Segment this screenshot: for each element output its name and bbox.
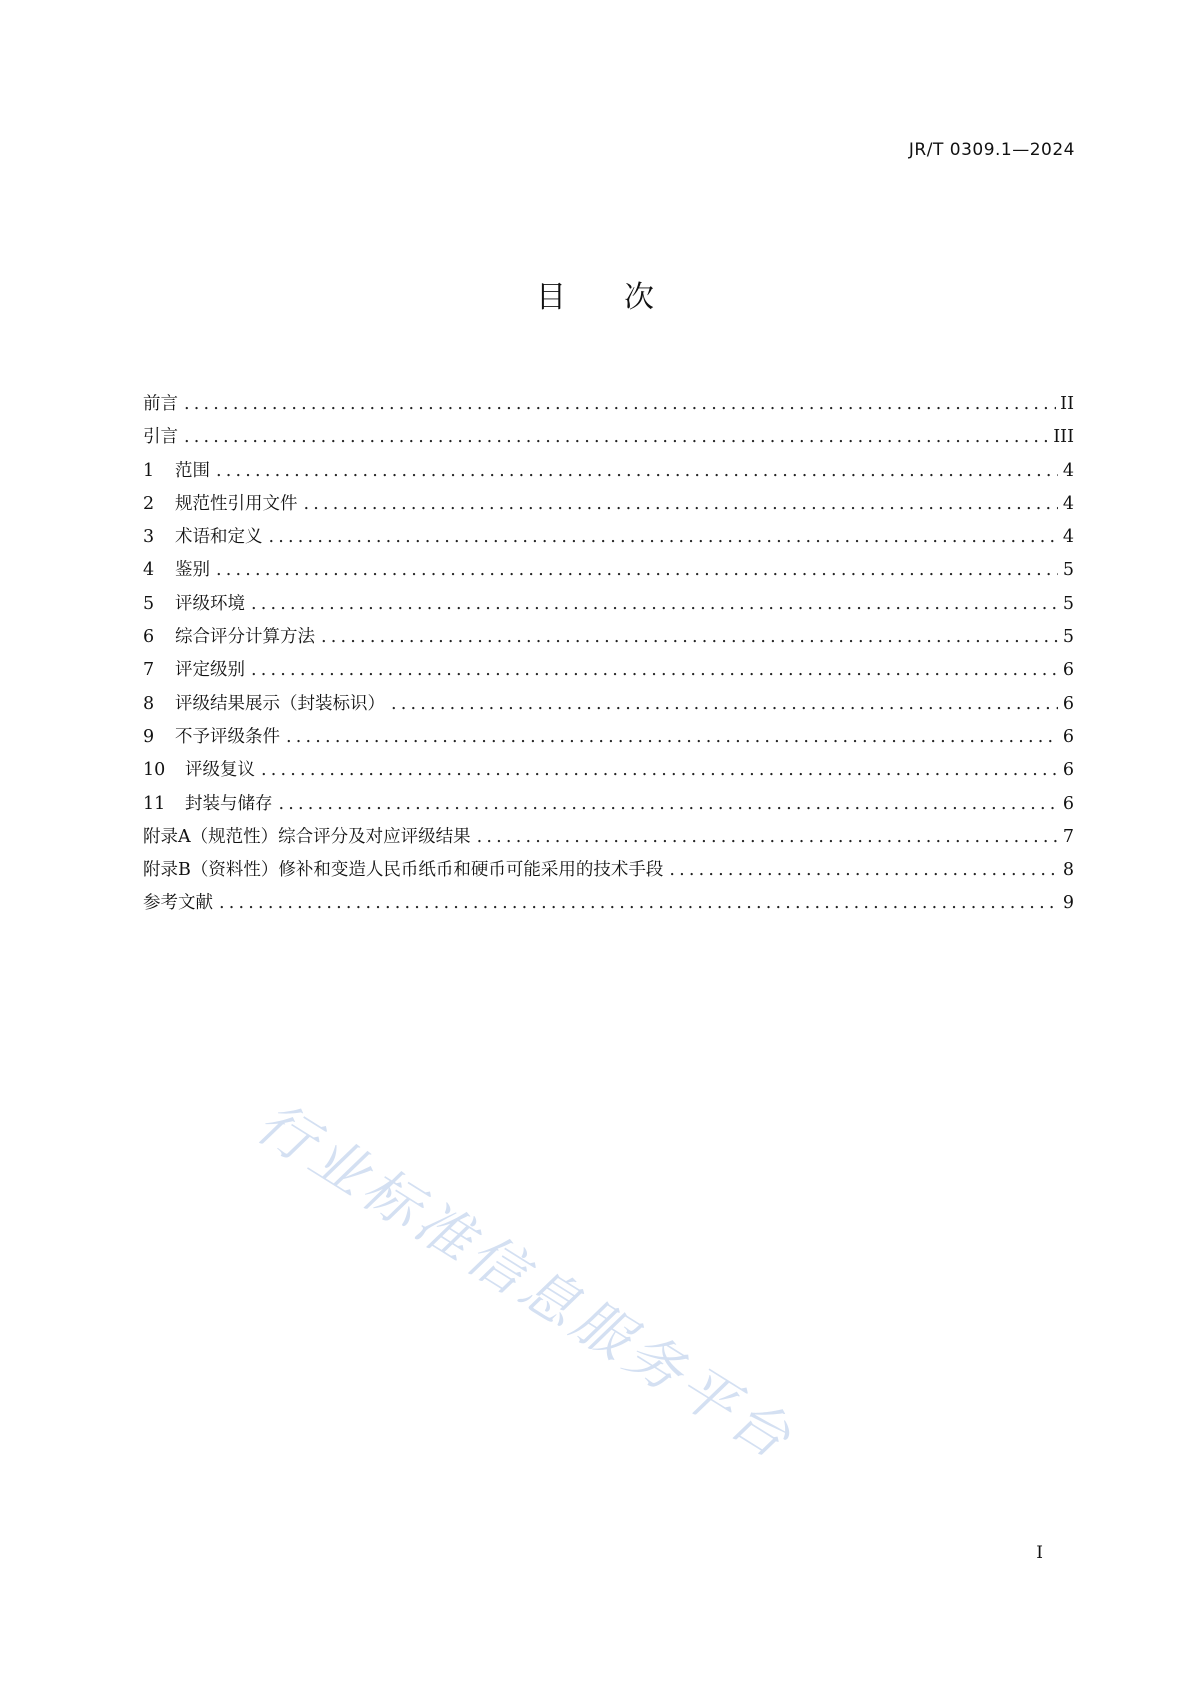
watermark: 行业标准信息服务平台 <box>245 1090 806 1474</box>
toc-entry-page: III <box>1053 427 1074 448</box>
toc-entry[interactable] <box>143 887 1074 920</box>
toc-entry-page: II <box>1060 394 1074 414</box>
toc-entry-page: 4 <box>1062 460 1074 481</box>
toc-entry-label: 鉴别 <box>175 560 210 581</box>
toc-entry-number: 9 <box>143 726 155 747</box>
toc-entry-page: 6 <box>1062 793 1074 814</box>
toc-entry-label: 评级复议 <box>185 760 255 781</box>
toc-entry-label: 前言 <box>143 394 178 414</box>
toc-entry[interactable] <box>143 788 1074 821</box>
toc-entry[interactable] <box>143 521 1074 554</box>
toc-entry-number: 8 <box>143 693 155 714</box>
toc-entry-page: 5 <box>1062 593 1074 614</box>
toc-entry-label: 附录A（规范性）综合评分及对应评级结果 <box>143 826 471 847</box>
toc-entry-page: 7 <box>1062 826 1074 847</box>
toc-entry-page: 5 <box>1062 627 1074 648</box>
toc-entry[interactable] <box>143 621 1074 654</box>
toc-leader-dots <box>219 887 1058 920</box>
toc-entry-label: 不予评级条件 <box>175 726 280 747</box>
toc-entry-number: 1 <box>143 460 155 481</box>
toc-entry[interactable] <box>143 488 1074 521</box>
toc-entry-number: 2 <box>143 493 155 514</box>
toc-entry-label: 参考文献 <box>143 893 213 914</box>
toc-leader-dots <box>251 654 1058 687</box>
toc-entry[interactable] <box>143 754 1074 787</box>
toc-leader-dots <box>304 488 1059 521</box>
toc-entry-label: 综合评分计算方法 <box>175 627 315 648</box>
toc-leader-dots <box>269 521 1059 554</box>
toc-entry-label: 术语和定义 <box>175 527 263 548</box>
toc-entry[interactable] <box>143 455 1074 488</box>
toc-entry-number: 7 <box>143 660 155 681</box>
toc-entry[interactable] <box>143 688 1074 721</box>
toc-leader-dots <box>184 421 1049 454</box>
toc-leader-dots <box>216 455 1058 488</box>
toc-entry-page: 8 <box>1062 860 1074 881</box>
page-title <box>0 272 1190 316</box>
toc-leader-dots <box>669 854 1058 887</box>
table-of-contents <box>143 388 1074 921</box>
toc-leader-dots <box>391 688 1058 721</box>
toc-entry[interactable] <box>143 421 1074 454</box>
toc-entry-label: 封装与储存 <box>185 793 273 814</box>
toc-entry-label: 评级环境 <box>175 593 245 614</box>
toc-entry-number: 3 <box>143 527 155 548</box>
toc-leader-dots <box>279 788 1059 821</box>
toc-entry[interactable] <box>143 821 1074 854</box>
toc-entry-number: 10 <box>143 760 166 781</box>
toc-entry-label: 评定级别 <box>175 660 245 681</box>
doc-code: JR/T 0309.1—2024 <box>908 140 1075 160</box>
toc-entry-label: 评级结果展示（封装标识） <box>175 693 385 714</box>
toc-entry-label: 规范性引用文件 <box>175 493 298 514</box>
toc-entry-number: 5 <box>143 593 155 614</box>
toc-entry-number: 6 <box>143 627 155 648</box>
toc-leader-dots <box>251 588 1058 621</box>
toc-entry[interactable] <box>143 854 1074 887</box>
toc-leader-dots <box>216 554 1058 587</box>
toc-leader-dots <box>261 754 1058 787</box>
toc-entry[interactable] <box>143 588 1074 621</box>
toc-leader-dots <box>321 621 1058 654</box>
page-number: I <box>1036 1543 1043 1563</box>
toc-entry-label: 引言 <box>143 427 178 448</box>
toc-entry-page: 9 <box>1062 893 1074 914</box>
toc-leader-dots <box>477 821 1058 854</box>
toc-entry[interactable] <box>143 654 1074 687</box>
toc-entry[interactable] <box>143 388 1074 421</box>
toc-entry-number: 11 <box>143 793 166 814</box>
page-title-part-1: 目 <box>536 280 566 315</box>
toc-entry[interactable] <box>143 554 1074 587</box>
toc-leader-dots <box>184 388 1056 421</box>
toc-entry-label: 附录B（资料性）修补和变造人民币纸币和硬币可能采用的技术手段 <box>143 860 664 881</box>
toc-leader-dots <box>286 721 1058 754</box>
toc-entry-page: 6 <box>1062 760 1074 781</box>
toc-entry-number: 4 <box>143 560 155 581</box>
toc-entry[interactable] <box>143 721 1074 754</box>
toc-entry-page: 6 <box>1062 660 1074 681</box>
toc-entry-page: 6 <box>1062 726 1074 747</box>
page-title-part-2: 次 <box>624 280 654 315</box>
toc-entry-page: 4 <box>1062 527 1074 548</box>
toc-entry-page: 5 <box>1062 560 1074 581</box>
toc-entry-page: 4 <box>1062 493 1074 514</box>
toc-entry-label: 范围 <box>175 460 210 481</box>
toc-entry-page: 6 <box>1062 693 1074 714</box>
